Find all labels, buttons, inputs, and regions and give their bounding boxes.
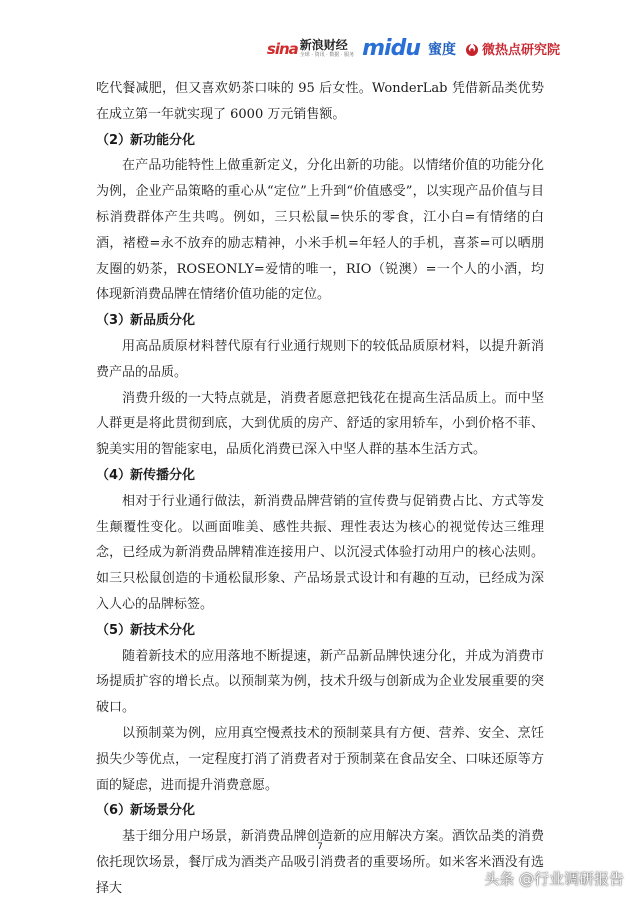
sina-finance-name: 新浪财经 (299, 38, 348, 52)
section-paragraph: 随着新技术的应用落地不断提速，新产品新品牌快速分化，并成为消费市场提质扩容的增长点。以预制菜为例，技术升级与创新成为企业发展重要的突破口。 (96, 648, 544, 716)
section-heading (96, 463, 544, 489)
section-number: （2） (96, 132, 132, 148)
section-paragraph: 相对于行业通行做法，新消费品牌营销的宣传费与促销费占比、方式等发生颠覆性变化。以画面唯美、感性共振、理性表达为核心的视觉传达三维理念，已经成为新消费品牌精准连接用户、以沉浸式体验打动用户的核心法则。如三只松鼠创造的卡通松鼠形象、产品场景式设计和有趣的互动，已经成为深入人心的品牌标签。 (96, 493, 544, 612)
section-paragraph: 消费升级的一大特点就是，消费者愿意把钱花在提高生活品质上。而中坚人群更是将此贯彻到底，大到优质的房产、舒适的家用轿车，小到价格不菲、貌美实用的智能家电，品质化消费已深入中坚人群的基本生活方式。 (96, 390, 544, 458)
midu-chinese-name: 蜜度 (427, 41, 456, 58)
section-paragraph: 以预制菜为例，应用真空慢煮技术的预制菜具有方便、营养、安全、烹饪损失少等优点，一定程度打消了消费者对于预制菜在食品安全、口味还原等方面的疑虑，进而提升消费意愿。 (96, 725, 544, 793)
section-title: 新传播分化 (130, 467, 196, 483)
section-heading (96, 618, 544, 644)
section-number: （4） (96, 467, 132, 483)
weiredian-logo (464, 39, 560, 58)
midu-logo: midu (362, 36, 420, 61)
section-number: （6） (96, 803, 132, 819)
sina-eye-logo-mark: sina (266, 39, 298, 58)
section-paragraph: 基于细分用户场景，新消费品牌创造新的应用解决方案。酒饮品类的消费依托现饮场景，餐厅成为酒类产品吸引消费者的重要场所。如米客米酒没有选择大 (96, 829, 544, 896)
section-title: 新功能分化 (130, 132, 196, 148)
section-paragraph: 在产品功能特性上做重新定义，分化出新的功能。以情绪价值的功能分化为例，企业产品策略的重心从“定位”上升到“价值感受”，以实现产品价值与目标消费群体产生共鸣。例如，三只松鼠=快乐的零食，江小白=有情绪的白酒，褚橙=永不放弃的励志精神，小米手机=年轻人的手机，喜茶=可以晒朋友圈的奶茶，ROSEONLY=爱情的唯一，RIO（锐澳）=一个人的小酒，均体现新消费品牌在情绪价值功能的定位。 (96, 158, 544, 303)
weiredian-flame-icon (464, 41, 480, 57)
sina-finance-tagline: 全球 · 资讯 · 数据 · 服务 (299, 52, 355, 58)
section-title: 新技术分化 (130, 622, 196, 638)
section-heading (96, 308, 544, 334)
page-number: 7 (317, 842, 323, 852)
document-body (96, 76, 544, 902)
section-paragraph: 用高品质原材料替代原有行业通行规则下的较低品质原材料，以提升新消费产品的品质。 (96, 338, 544, 380)
toutiao-watermark: 头条 @行业调研报告 (484, 870, 624, 888)
sina-finance-logo (267, 39, 354, 58)
section-number: （3） (96, 313, 132, 329)
section-heading (96, 128, 544, 154)
intro-paragraph: 吃代餐减肥，但又喜欢奶茶口味的 95 后女性。WonderLab 凭借新品类优势在成立第一年就实现了 6000 万元销售额。 (96, 81, 544, 122)
section-title: 新品质分化 (130, 313, 196, 329)
section-title: 新场景分化 (130, 803, 196, 819)
section-heading (96, 798, 544, 824)
weiredian-institute-name: 微热点研究院 (481, 43, 560, 58)
page-header (267, 36, 560, 61)
section-number: （5） (96, 622, 132, 638)
